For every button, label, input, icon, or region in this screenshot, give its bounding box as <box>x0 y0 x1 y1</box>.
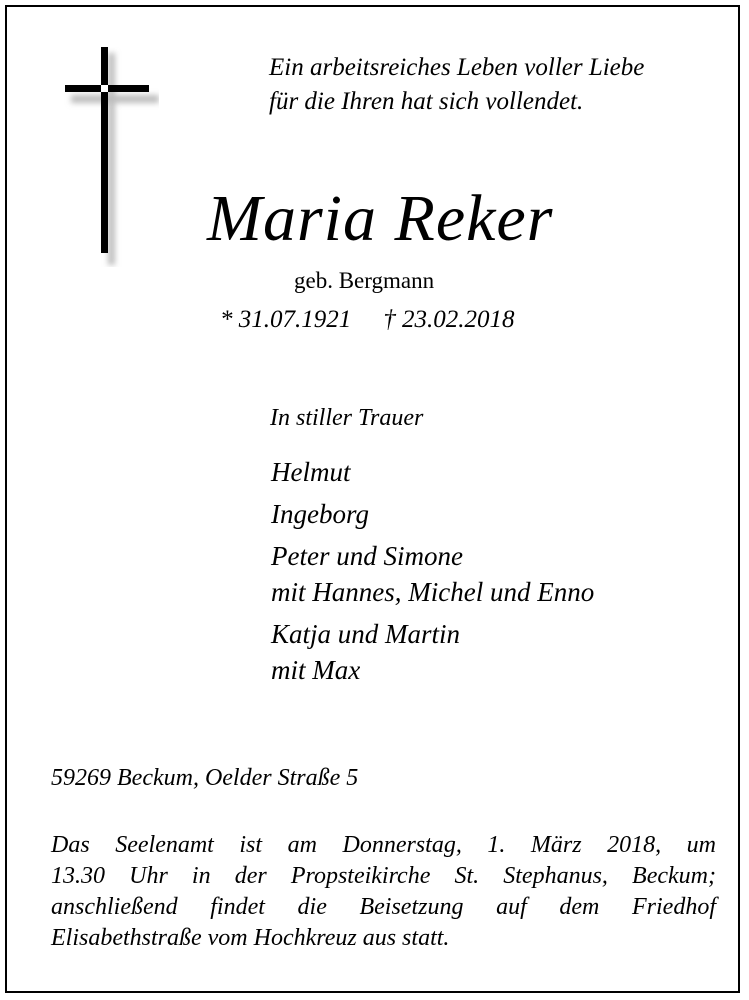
family-group <box>271 454 594 490</box>
maiden-name: geb. Bergmann <box>294 268 435 293</box>
obituary-frame <box>5 5 740 993</box>
motto-line: für die Ihren hat sich vollendet. <box>269 88 584 115</box>
motto-line: Ein arbeitsreiches Leben voller Liebe <box>269 54 645 81</box>
death-date: † 23.02.2018 <box>383 306 515 333</box>
funeral-notice <box>51 830 716 954</box>
family-line: mit Max <box>271 655 361 685</box>
address: 59269 Beckum, Oelder Straße 5 <box>51 765 359 791</box>
notice-line: anschließend findet die Beisetzung auf dem Friedhof <box>51 894 716 920</box>
family-line: Helmut <box>271 457 351 487</box>
family-line: Katja und Martin <box>271 619 461 649</box>
mourning-intro: In stiller Trauer <box>270 405 424 431</box>
family-line: Ingeborg <box>271 499 369 529</box>
family-line: mit Hannes, Michel und Enno <box>271 577 595 607</box>
family-group <box>271 496 594 532</box>
life-dates <box>220 304 547 336</box>
family-list <box>271 454 594 694</box>
family-group <box>271 616 594 688</box>
family-line: Peter und Simone <box>271 541 463 571</box>
birth-date: * 31.07.1921 <box>220 306 352 333</box>
notice-line: 13.30 Uhr in der Propsteikirche St. Stephanus, Beckum; <box>51 863 716 889</box>
notice-line: Das Seelenamt ist am Donnerstag, 1. März 2018, um <box>51 832 716 858</box>
motto <box>269 51 644 119</box>
cross-icon <box>63 47 159 267</box>
family-group <box>271 538 594 610</box>
notice-line: Elisabethstraße vom Hochkreuz aus statt. <box>51 925 450 951</box>
deceased-name: Maria Reker <box>207 182 554 255</box>
